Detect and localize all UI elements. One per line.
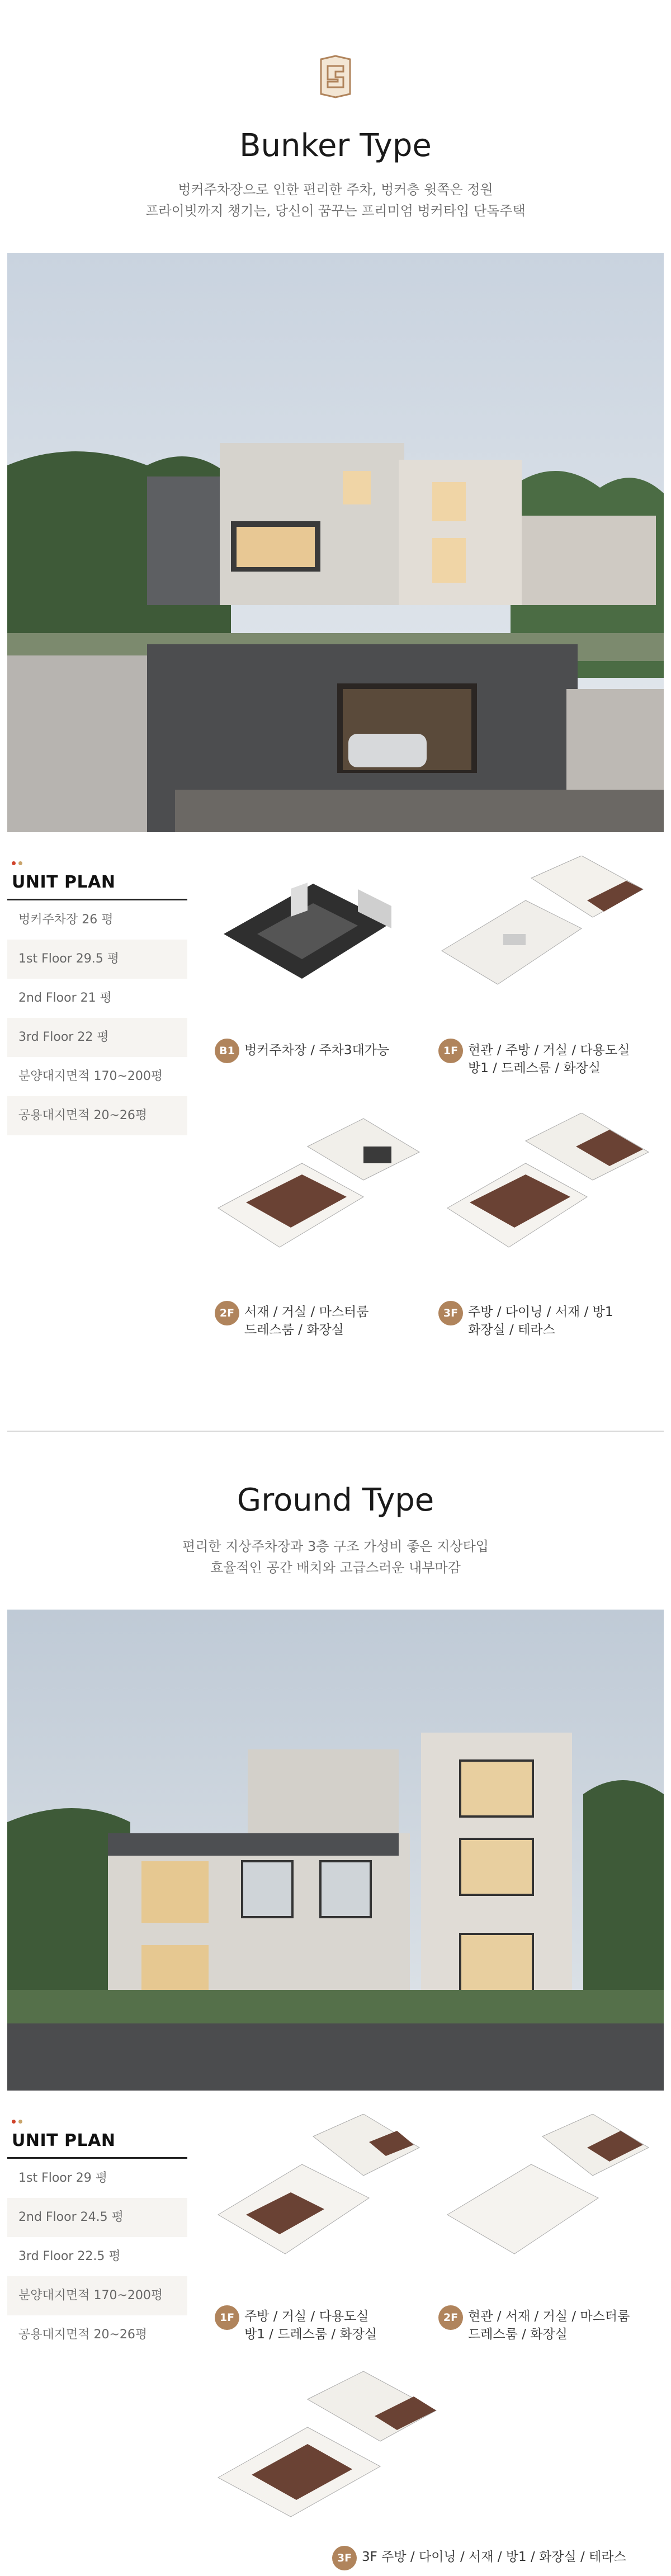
plan-dots-icon (7, 2120, 187, 2125)
bunker-unit-plan-title: UNIT PLAN (7, 867, 187, 900)
plan-row: 3rd Floor 22 평 (7, 1018, 187, 1057)
plan-row: 벙커주차장 26 평 (18, 913, 114, 927)
ground-3f-caption: 3F 주방 / 다이닝 / 서재 / 방1 / 화장실 / 테라스 (362, 2550, 626, 2564)
floor-badge-3f: 3F (332, 2546, 357, 2570)
floor-badge-2f: 2F (438, 2305, 463, 2330)
bunker-unit-plan-table (7, 861, 187, 1135)
floor-badge-1f: 1F (215, 2305, 239, 2330)
plan-row: 공용대지면적 20~26평 (7, 1096, 187, 1135)
plan-row: 2nd Floor 21 평 (18, 991, 112, 1005)
ground-subtitle-line1: 편리한 지상주차장과 3층 구조 가성비 좋은 지상타입 (182, 1539, 489, 1554)
bunker-1f-floorplan-image (436, 856, 649, 1012)
brand-logo-icon (319, 55, 352, 98)
ground-title: Ground Type (237, 1482, 434, 1518)
floor-badge-3f: 3F (438, 1301, 463, 1325)
ground-unit-plan-table (7, 2120, 187, 2355)
floor-badge-b1: B1 (215, 1039, 239, 1063)
ground-2f-caption-line1: 현관 / 서재 / 거실 / 마스터룸 (468, 2309, 630, 2324)
bunker-2f-caption-line1: 서재 / 거실 / 마스터룸 (244, 1305, 369, 1319)
ground-unit-plan-title: UNIT PLAN (7, 2125, 187, 2159)
section-divider (7, 1431, 664, 1432)
plan-dots-icon (7, 861, 187, 867)
ground-1f-caption-line1: 주방 / 거실 / 다용도실 (244, 2309, 369, 2324)
bunker-3f-caption-line2: 화장실 / 테라스 (468, 1323, 555, 1337)
floor-badge-2f: 2F (215, 1301, 239, 1325)
bunker-2f-floorplan-image (212, 1113, 425, 1281)
plan-row: 분양대지면적 170~200평 (7, 2276, 187, 2315)
bunker-subtitle-line2: 프라이빗까지 챙기는, 당신이 꿈꾸는 프리미엄 벙커타입 단독주택 (145, 203, 526, 219)
bunker-b1-caption: 벙커주차장 / 주차3대가능 (244, 1043, 390, 1058)
bunker-1f-caption-line2: 방1 / 드레스룸 / 화장실 (468, 1061, 601, 1075)
ground-2f-caption-line2: 드레스룸 / 화장실 (468, 2327, 568, 2342)
bunker-3f-floorplan-image (442, 1113, 654, 1281)
bunker-b1-floorplan-image (212, 867, 403, 1001)
plan-row: 분양대지면적 170~200평 (18, 1069, 163, 1083)
bunker-2f-caption-line2: 드레스룸 / 화장실 (244, 1323, 344, 1337)
floor-badge-1f: 1F (438, 1039, 463, 1063)
ground-house-photo (7, 1610, 664, 2091)
bunker-title: Bunker Type (239, 128, 432, 164)
plan-row: 공용대지면적 20~26평 (18, 2328, 148, 2342)
bunker-house-photo (7, 253, 664, 832)
plan-row: 2nd Floor 24.5 평 (7, 2198, 187, 2237)
plan-row: 3rd Floor 22.5 평 (18, 2249, 121, 2263)
ground-3f-floorplan-image (212, 2371, 447, 2545)
bunker-1f-caption-line1: 현관 / 주방 / 거실 / 다용도실 (468, 1043, 630, 1058)
plan-row: 1st Floor 29.5 평 (7, 940, 187, 979)
ground-subtitle-line2: 효율적인 공간 배치와 고급스러운 내부마감 (210, 1560, 461, 1575)
bunker-subtitle-line1: 벙커주차장으로 인한 편리한 주차, 벙커층 윗쪽은 정원 (178, 182, 493, 197)
ground-1f-caption-line2: 방1 / 드레스룸 / 화장실 (244, 2327, 377, 2342)
plan-row: 1st Floor 29 평 (18, 2171, 108, 2185)
bunker-3f-caption-line1: 주방 / 다이닝 / 서재 / 방1 (468, 1305, 613, 1319)
ground-2f-floorplan-image (442, 2114, 654, 2282)
ground-1f-floorplan-image (212, 2114, 425, 2282)
